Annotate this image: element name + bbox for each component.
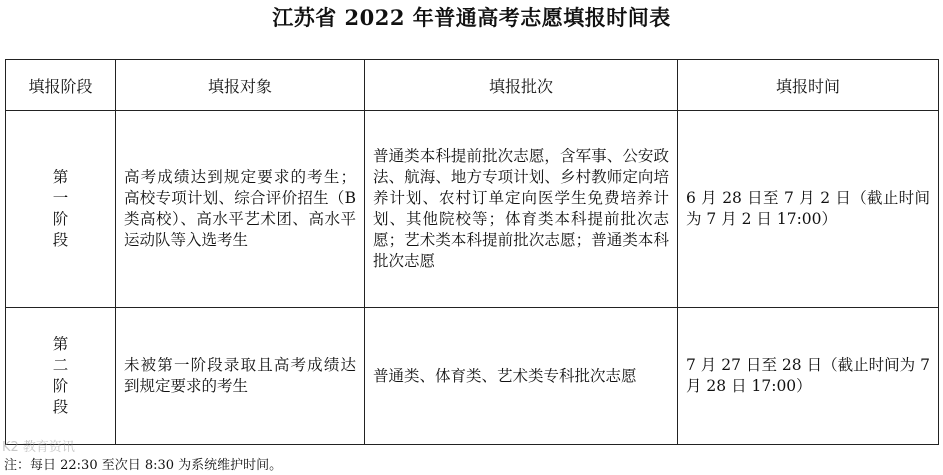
schedule-table (5, 59, 939, 445)
batch-cell: 普通类、体育类、艺术类专科批次志愿 (365, 308, 678, 445)
stage-char: 段 (52, 398, 69, 416)
stage-char: 段 (52, 231, 69, 249)
stage-char: 阶 (52, 377, 69, 395)
column-header-target: 填报对象 (116, 60, 365, 111)
batch-cell: 普通类本科提前批次志愿，含军事、公安政法、航海、地方专项计划、乡村教师定向培养计划、农村订单定向医学生免费培养计划、其他院校等；体育类本科提前批次志愿；艺术类本科提前批次志愿；普通类本科批次志愿 (365, 111, 678, 308)
table-row (6, 111, 939, 308)
column-header-batch: 填报批次 (365, 60, 678, 111)
stage-cell (6, 111, 116, 308)
target-cell: 未被第一阶段录取且高考成绩达到规定要求的考生 (116, 308, 365, 445)
stage-char: 二 (52, 356, 69, 374)
stage-char: 阶 (52, 210, 69, 228)
column-header-stage: 填报阶段 (6, 60, 116, 111)
stage-char: 一 (52, 189, 69, 207)
watermark: K2 教育资讯 (2, 440, 75, 455)
stage-char: 第 (52, 168, 69, 186)
stage-char: 第 (52, 335, 69, 353)
table-row (6, 308, 939, 445)
stage-cell (6, 308, 116, 445)
target-cell: 高考成绩达到规定要求的考生；高校专项计划、综合评价招生（B 类高校）、高水平艺术团、高水平运动队等入选考生 (116, 111, 365, 308)
time-cell: 6 月 28 日至 7 月 2 日（截止时间为 7 月 2 日 17:00） (678, 111, 939, 308)
column-header-time: 填报时间 (678, 60, 939, 111)
footnote: 注：每日 22:30 至次日 8:30 为系统维护时间。 (4, 458, 283, 473)
table-header-row (6, 60, 939, 111)
page-title: 江苏省 2022 年普通高考志愿填报时间表 (272, 5, 671, 30)
time-cell: 7 月 27 日至 28 日（截止时间为 7 月 28 日 17:00） (678, 308, 939, 445)
